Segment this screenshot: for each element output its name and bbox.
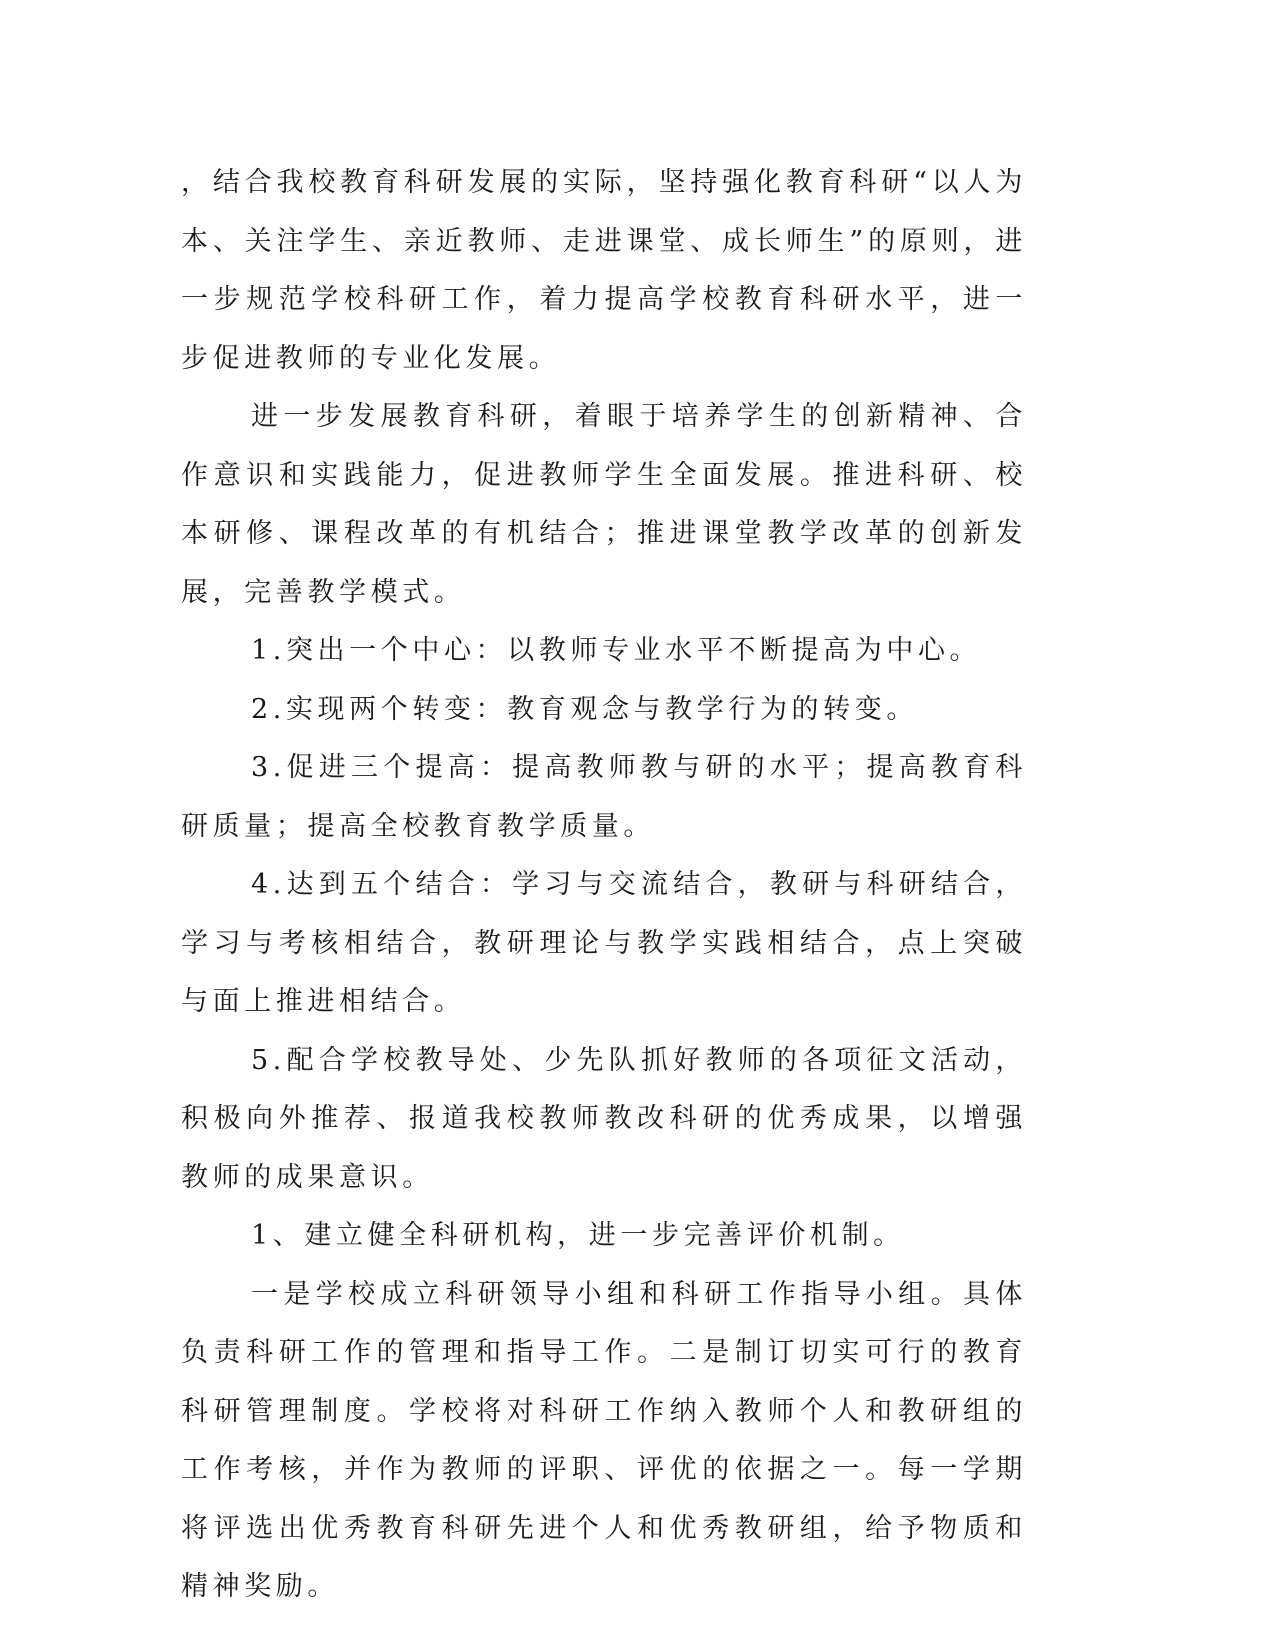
paragraph-item-5: 5.配合学校教导处、少先队抓好教师的各项征文活动，积极向外推荐、报道我校教师教改科研的优秀成果，以增强教师的成果意识。	[181, 1044, 1027, 1193]
paragraph-item-2: 2.实现两个转变：教育观念与教学行为的转变。	[251, 693, 918, 725]
paragraph-section-heading: 1、建立健全科研机构，进一步完善评价机制。	[251, 1220, 905, 1251]
document-body	[181, 154, 1027, 1617]
paragraph-development: 进一步发展教育科研，着眼于培养学生的创新精神、合作意识和实践能力，促进教师学生全面发展。推进科研、校本研修、课程改革的有机结合；推进课堂教学改革的创新发展，完善教学模式。	[181, 401, 1027, 608]
paragraph-intro: ，结合我校教育科研发展的实际，坚持强化教育科研“以人为本、关注学生、亲近教师、走进课堂、成长师生”的原则，进一步规范学校科研工作，着力提高学校教育科研水平，进一步促进教师的专业化发展。	[181, 167, 1027, 374]
paragraph-item-4: 4.达到五个结合：学习与交流结合，教研与科研结合，学习与考核相结合，教研理论与教学实践相结合，点上突破与面上推进相结合。	[181, 869, 1027, 1017]
paragraph-section-body: 一是学校成立科研领导小组和科研工作指导小组。具体负责科研工作的管理和指导工作。二是制订切实可行的教育科研管理制度。学校将对科研工作纳入教师个人和教研组的工作考核，并作为教师的评职、评优的依据之一。每一学期将评选出优秀教育科研先进个人和优秀教研组，给予物质和精神奖励。	[181, 1278, 1027, 1602]
paragraph-item-1: 1.突出一个中心：以教师专业水平不断提高为中心。	[251, 635, 982, 666]
paragraph-item-3: 3.促进三个提高：提高教师教与研的水平；提高教育科研质量；提高全校教育教学质量。	[181, 752, 1027, 842]
